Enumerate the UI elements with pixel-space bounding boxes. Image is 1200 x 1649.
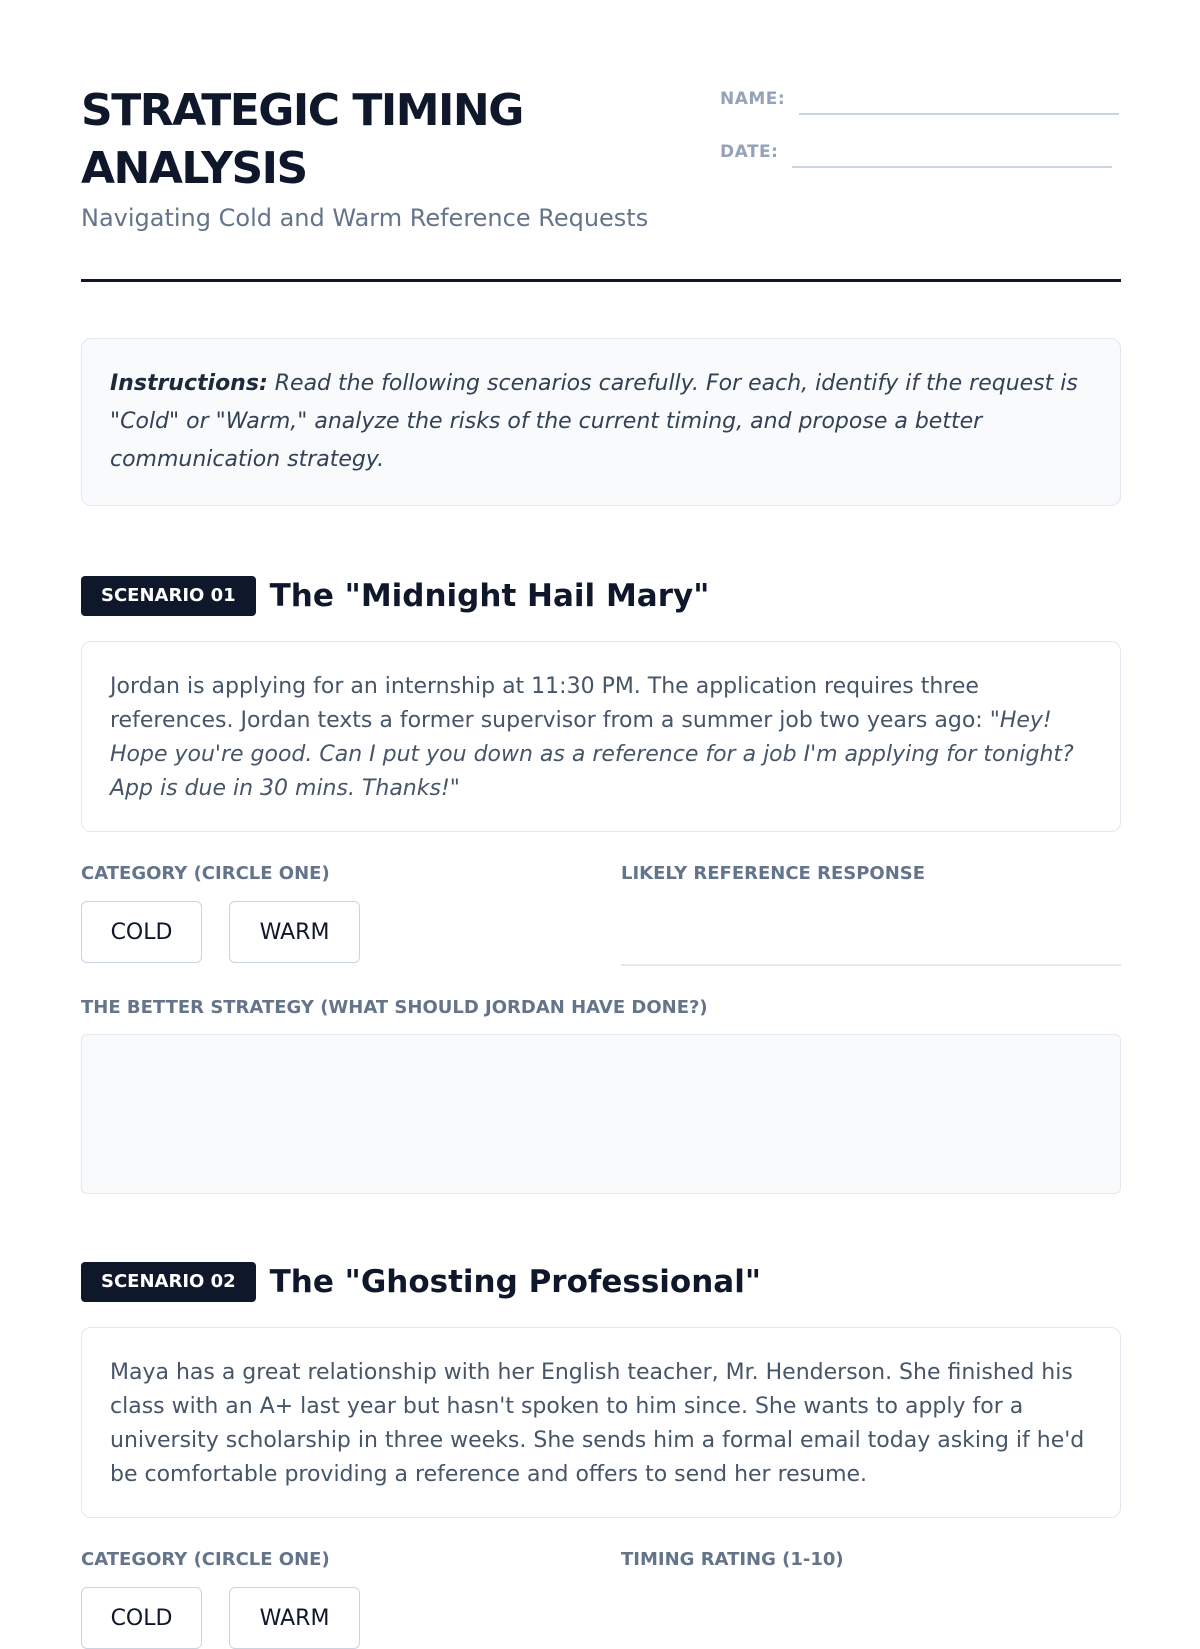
page-title: STRATEGIC TIMING ANALYSIS — [81, 85, 523, 194]
instructions-lead: Instructions: — [110, 371, 268, 396]
category-label: CATEGORY (CIRCLE ONE) — [81, 1549, 330, 1570]
name-label: NAME: — [720, 89, 786, 109]
scenario-story — [81, 1327, 1121, 1518]
scenario-badge: SCENARIO 01 — [81, 576, 256, 616]
timing-rating-label: TIMING RATING (1-10) — [621, 1549, 844, 1570]
date-field — [720, 140, 1112, 168]
scenario-header — [81, 1262, 761, 1302]
worksheet-header — [81, 82, 1121, 282]
category-choices — [81, 901, 360, 963]
page-subtitle: Navigating Cold and Warm Reference Requests — [81, 204, 649, 232]
instructions-text: Read the following scenarios carefully. For each, identify if the request is "Cold" or "Warm," analyze the risks of the current timing, and propose a better communication strategy. — [110, 371, 1078, 472]
strategy-label: THE BETTER STRATEGY (WHAT SHOULD JORDAN HAVE DONE?) — [81, 997, 708, 1018]
story-text: Maya has a great relationship with her English teacher, Mr. Henderson. She finished his class with an A+ last year but hasn't spoken to him since. She wants to apply for a university scholarship in three weeks. She sends him a formal email today asking if he'd be comfortable providing a reference and offers to send her resume. — [110, 1360, 1085, 1487]
instructions-box — [81, 338, 1121, 506]
scenario-badge: SCENARIO 02 — [81, 1262, 256, 1302]
category-choices — [81, 1587, 360, 1649]
scenario-title: The "Midnight Hail Mary" — [269, 578, 710, 614]
warm-option[interactable]: WARM — [229, 1587, 360, 1649]
date-label: DATE: — [720, 142, 779, 162]
strategy-answer-box[interactable] — [81, 1034, 1121, 1194]
worksheet-page — [81, 0, 1121, 1631]
likely-response-line[interactable] — [621, 964, 1121, 966]
cold-option[interactable]: COLD — [81, 901, 202, 963]
header-divider — [81, 279, 1121, 282]
date-line[interactable] — [792, 140, 1112, 168]
scenario-story — [81, 641, 1121, 832]
category-label: CATEGORY (CIRCLE ONE) — [81, 863, 330, 884]
likely-response-label: LIKELY REFERENCE RESPONSE — [621, 863, 926, 884]
scenario-title: The "Ghosting Professional" — [269, 1264, 761, 1300]
warm-option[interactable]: WARM — [229, 901, 360, 963]
story-quote: "Hey! Hope you're good. Can I put you down as a reference for a job I'm applying for tonight? App is due in 30 mins. Thanks!" — [110, 708, 1074, 801]
name-line[interactable] — [799, 87, 1119, 115]
story-text: Jordan is applying for an internship at 11:30 PM. The application requires three references. Jordan texts a former supervisor from a summer job two years ago: — [110, 674, 990, 733]
cold-option[interactable]: COLD — [81, 1587, 202, 1649]
scenario-header — [81, 576, 709, 616]
name-field — [720, 87, 1119, 115]
